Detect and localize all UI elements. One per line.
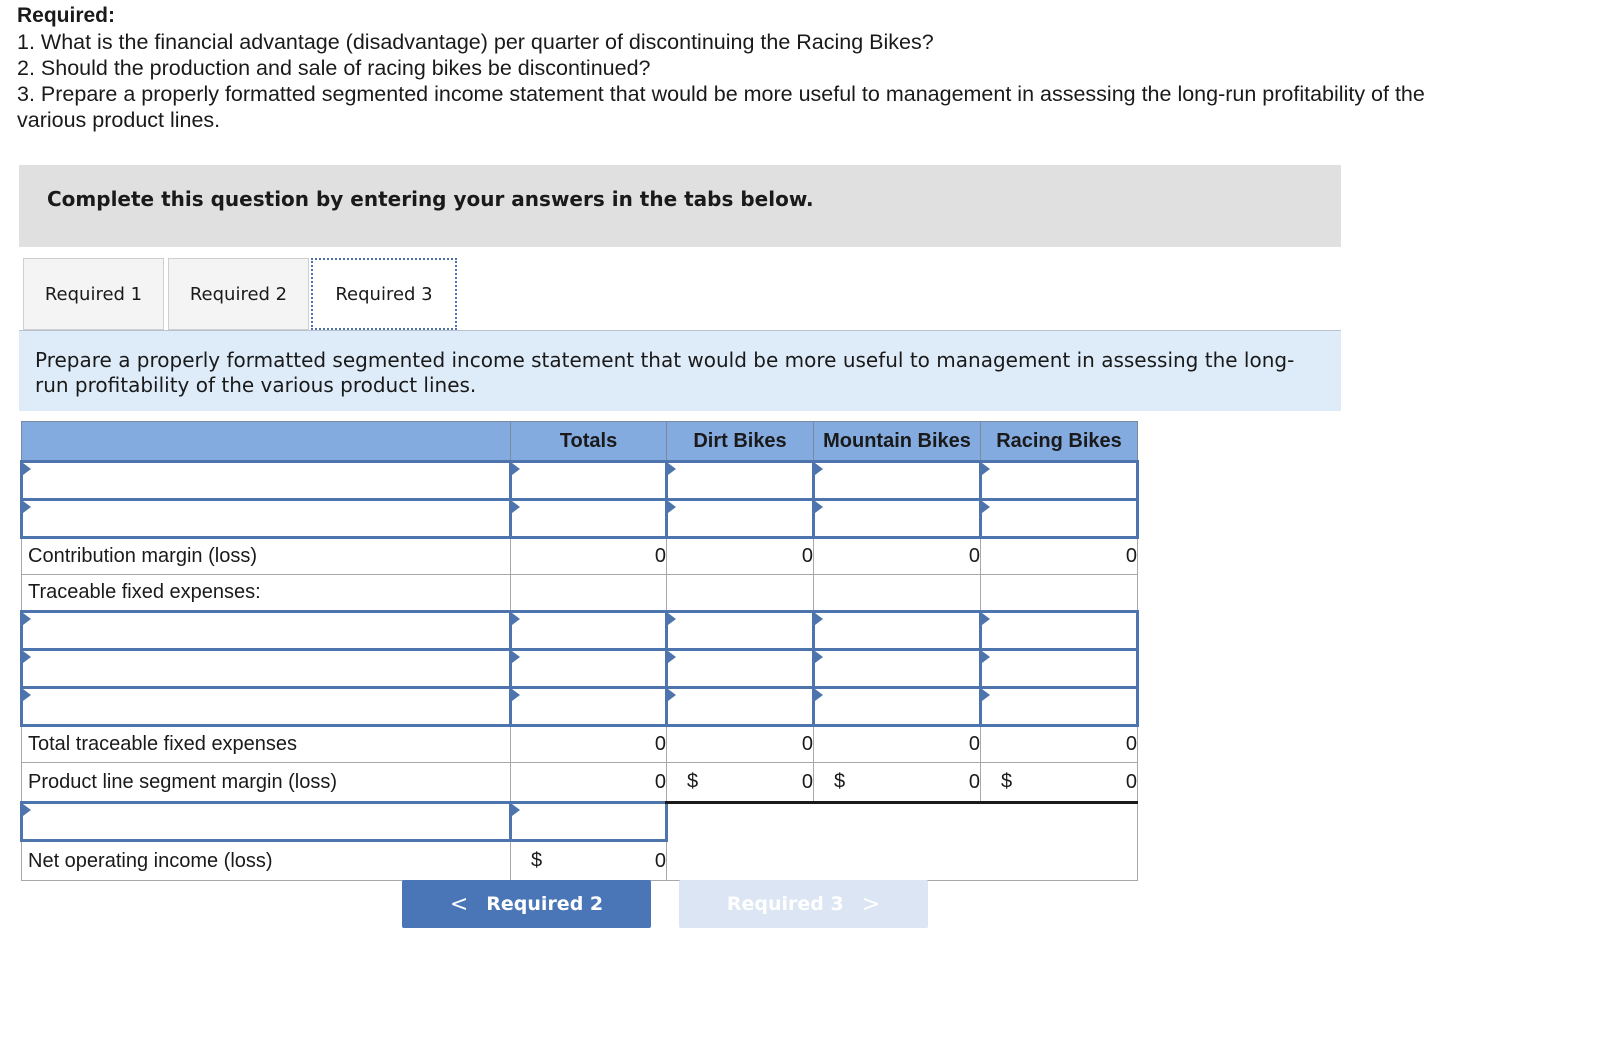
header-label-blank: [22, 422, 511, 462]
contribution-margin-row: [22, 538, 1138, 575]
contribution-margin-dirt: 0: [667, 538, 814, 575]
net-operating-income-totals: [511, 841, 667, 881]
empty-cell: [981, 575, 1138, 612]
dirt-bikes-input[interactable]: [667, 650, 814, 688]
racing-bikes-input[interactable]: [981, 688, 1138, 726]
total-traceable-mountain: 0: [814, 726, 981, 763]
racing-bikes-input[interactable]: [981, 612, 1138, 650]
currency-symbol: $: [1001, 770, 1013, 793]
next-required-3-button[interactable]: [679, 880, 928, 928]
segment-margin-dirt: [667, 763, 814, 803]
input-row-sales: [22, 462, 1138, 500]
segment-margin-label: Product line segment margin (loss): [22, 763, 511, 803]
required-item-3: 3. Prepare a properly formatted segmented income statement that would be more useful to management in assessing the long-run profitability of the various product lines.: [17, 82, 1425, 132]
currency-symbol: $: [834, 770, 846, 793]
mountain-bikes-input[interactable]: [814, 500, 981, 538]
tab-required-2[interactable]: Required 2: [168, 258, 309, 330]
dirt-bikes-input[interactable]: [667, 612, 814, 650]
dirt-bikes-input[interactable]: [667, 688, 814, 726]
total-traceable-row: [22, 726, 1138, 763]
racing-bikes-input[interactable]: [981, 500, 1138, 538]
currency-symbol: $: [531, 849, 543, 872]
dirt-bikes-input[interactable]: [667, 500, 814, 538]
tab-required-1[interactable]: Required 1: [23, 258, 164, 330]
required-item-2: 2. Should the production and sale of racing bikes be discontinued?: [17, 56, 651, 80]
empty-cell: [667, 575, 814, 612]
blank-area: [667, 803, 1138, 881]
empty-cell: [814, 575, 981, 612]
prompt-text: Prepare a properly formatted segmented income statement that would be more useful to management in assessing the long-run profitability of the various product lines.: [35, 348, 1295, 397]
label-input[interactable]: [22, 500, 511, 538]
total-traceable-racing: 0: [981, 726, 1138, 763]
label-input[interactable]: [22, 462, 511, 500]
mountain-bikes-input[interactable]: [814, 688, 981, 726]
tab-required-3[interactable]: Required 3: [311, 258, 457, 330]
net-operating-income-value: 0: [654, 849, 666, 872]
header-racing-bikes: Racing Bikes: [981, 422, 1138, 462]
mountain-bikes-input[interactable]: [814, 612, 981, 650]
next-button-label: Required 3: [726, 893, 844, 915]
segment-margin-mountain: [814, 763, 981, 803]
segment-margin-racing: [981, 763, 1138, 803]
header-dirt-bikes: Dirt Bikes: [667, 422, 814, 462]
prev-required-2-button[interactable]: [402, 880, 651, 928]
chevron-left-icon: <: [449, 891, 469, 917]
instruction-text: Complete this question by entering your answers in the tabs below.: [47, 187, 814, 211]
totals-input[interactable]: [511, 500, 667, 538]
required-list: [17, 29, 1457, 133]
required-heading: Required:: [17, 4, 116, 27]
input-row-traceable-3: [22, 688, 1138, 726]
label-input[interactable]: [22, 803, 511, 841]
mountain-bikes-input[interactable]: [814, 650, 981, 688]
input-row-variable: [22, 500, 1138, 538]
prompt-bar: [19, 331, 1341, 411]
racing-bikes-input[interactable]: [981, 462, 1138, 500]
empty-cell: [511, 575, 667, 612]
contribution-margin-totals: 0: [511, 538, 667, 575]
instruction-bar: [19, 165, 1341, 247]
input-row-common-fixed: [22, 803, 1138, 841]
net-operating-income-label: Net operating income (loss): [22, 841, 511, 881]
total-traceable-totals: 0: [511, 726, 667, 763]
racing-bikes-input[interactable]: [981, 650, 1138, 688]
contribution-margin-racing: 0: [981, 538, 1138, 575]
dirt-bikes-input[interactable]: [667, 462, 814, 500]
contribution-margin-label: Contribution margin (loss): [22, 538, 511, 575]
header-mountain-bikes: Mountain Bikes: [814, 422, 981, 462]
totals-input[interactable]: [511, 612, 667, 650]
totals-input[interactable]: [511, 803, 667, 841]
totals-input[interactable]: [511, 688, 667, 726]
traceable-heading-row: [22, 575, 1138, 612]
total-traceable-label: Total traceable fixed expenses: [22, 726, 511, 763]
segment-margin-totals: 0: [511, 763, 667, 803]
totals-input[interactable]: [511, 650, 667, 688]
chevron-right-icon: >: [861, 891, 881, 917]
segment-margin-row: [22, 763, 1138, 803]
input-row-traceable-2: [22, 650, 1138, 688]
required-section: [17, 3, 1457, 133]
contribution-margin-mountain: 0: [814, 538, 981, 575]
label-input[interactable]: [22, 650, 511, 688]
header-totals: Totals: [511, 422, 667, 462]
segment-margin-mountain-value: 0: [968, 770, 980, 793]
total-traceable-dirt: 0: [667, 726, 814, 763]
required-item-1: 1. What is the financial advantage (disadvantage) per quarter of discontinuing the Racing Bikes?: [17, 30, 934, 54]
prev-button-label: Required 2: [486, 893, 604, 915]
totals-input[interactable]: [511, 462, 667, 500]
traceable-heading: Traceable fixed expenses:: [22, 575, 511, 612]
segmented-income-statement: [20, 421, 1139, 881]
header-row: [22, 422, 1138, 462]
segment-margin-dirt-value: 0: [801, 770, 813, 793]
mountain-bikes-input[interactable]: [814, 462, 981, 500]
segment-margin-racing-value: 0: [1125, 770, 1137, 793]
label-input[interactable]: [22, 612, 511, 650]
currency-symbol: $: [687, 770, 699, 793]
input-row-traceable-1: [22, 612, 1138, 650]
label-input[interactable]: [22, 688, 511, 726]
